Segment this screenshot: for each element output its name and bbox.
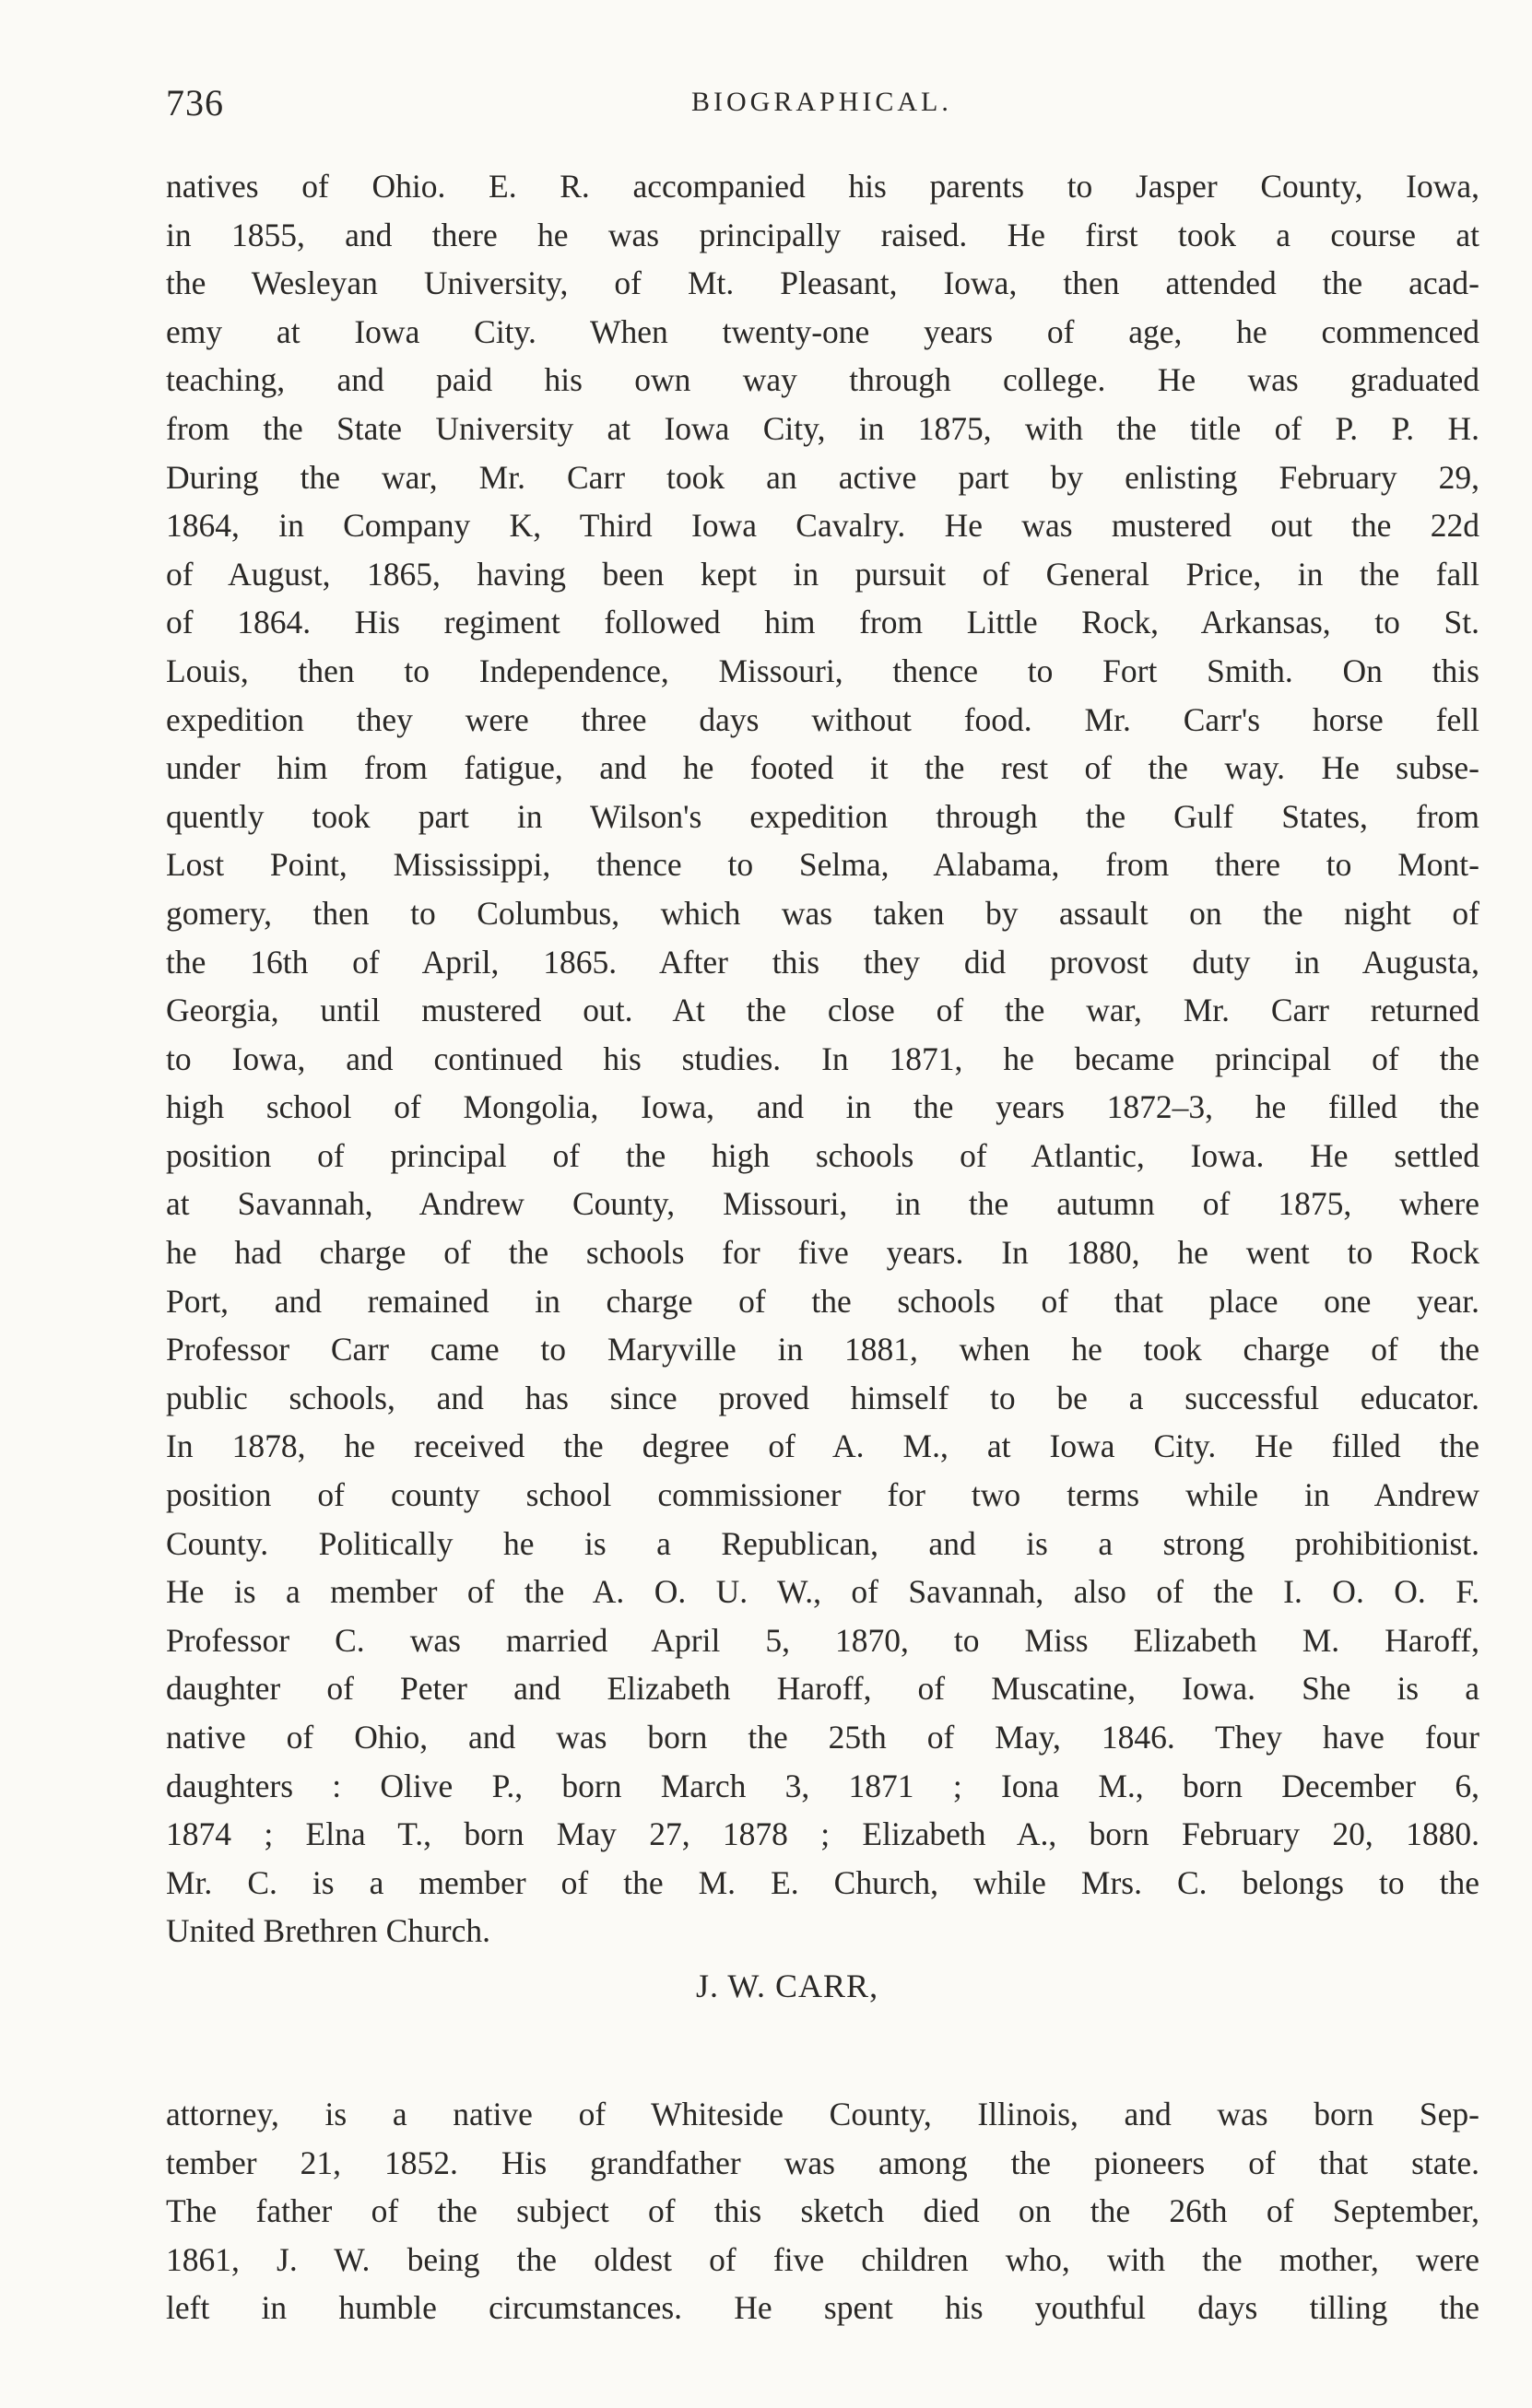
text-line: Port, and remained in charge of the schools of that place one year. — [166, 1282, 1479, 1320]
text-line: public schools, and has since proved himself to be a successful educator. — [166, 1379, 1479, 1416]
running-head: BIOGRAPHICAL. — [691, 87, 952, 117]
text-line: daughter of Peter and Elizabeth Haroff, of Muscatine, Iowa. She is a — [166, 1670, 1479, 1708]
section-spacer — [166, 2016, 1479, 2090]
text-line: tember 21, 1852. His grandfather was among the pioneers of that state. — [166, 2144, 1479, 2181]
text-line: expedition they were three days without food. Mr. Carr's horse fell — [166, 700, 1479, 738]
text-line: Georgia, until mustered out. At the close of the war, Mr. Carr returned — [166, 992, 1479, 1029]
text-line: to Iowa, and continued his studies. In 1871, he became principal of the — [166, 1040, 1479, 1077]
biography-er-carr — [166, 162, 1479, 1956]
text-line: he had charge of the schools for five years. In 1880, he went to Rock — [166, 1234, 1479, 1272]
page-header — [166, 81, 1493, 136]
text-line: position of county school commissioner for two terms while in Andrew — [166, 1476, 1479, 1514]
text-line: natives of Ohio. E. R. accompanied his parents to Jasper County, Iowa, — [166, 168, 1479, 205]
text-line: 1864, in Company K, Third Iowa Cavalry. He was mustered out the 22d — [166, 507, 1479, 545]
text-line: daughters : Olive P., born March 3, 1871 ; Iona M., born December 6, — [166, 1767, 1479, 1804]
section-heading: J. W. CARR, — [696, 1967, 879, 2004]
text-line: In 1878, he received the degree of A. M., at Iowa City. He filled the — [166, 1427, 1479, 1465]
text-line: quently took part in Wilson's expedition through the Gulf States, from — [166, 797, 1479, 835]
text-line: Lost Point, Mississippi, thence to Selma, Alabama, from there to Mont- — [166, 846, 1479, 884]
text-line: Mr. C. is a member of the M. E. Church, while Mrs. C. belongs to the — [166, 1863, 1479, 1901]
text-line: Professor C. was married April 5, 1870, to Miss Elizabeth M. Haroff, — [166, 1621, 1479, 1659]
text-line: attorney, is a native of Whiteside County, Illinois, and was born Sep- — [166, 2095, 1479, 2132]
biography-jw-carr — [166, 2090, 1479, 2332]
text-line: position of principal of the high schools of Atlantic, Iowa. He settled — [166, 1136, 1479, 1174]
text-line: high school of Mongolia, Iowa, and in the years 1872–3, he filled the — [166, 1088, 1479, 1126]
text-line: emy at Iowa City. When twenty-one years of age, he commenced — [166, 312, 1479, 350]
text-line: from the State University at Iowa City, in 1875, with the title of P. P. H. — [166, 409, 1479, 447]
text-line: native of Ohio, and was born the 25th of May, 1846. They have four — [166, 1719, 1479, 1756]
text-line: the Wesleyan University, of Mt. Pleasant, Iowa, then attended the acad- — [166, 264, 1479, 302]
text-line: teaching, and paid his own way through college. He was graduated — [166, 361, 1479, 399]
text-line: Louis, then to Independence, Missouri, thence to Fort Smith. On this — [166, 652, 1479, 689]
text-line: under him from fatigue, and he footed it the rest of the way. He subse- — [166, 749, 1479, 787]
text-line: During the war, Mr. Carr took an active part by enlisting February 29, — [166, 458, 1479, 496]
page-number: 736 — [166, 82, 224, 123]
text-line: at Savannah, Andrew County, Missouri, in the autumn of 1875, where — [166, 1185, 1479, 1223]
body-text — [166, 162, 1479, 2332]
text-line: the 16th of April, 1865. After this they did provost duty in Augusta, — [166, 943, 1479, 981]
text-line: He is a member of the A. O. U. W., of Savannah, also of the I. O. O. F. — [166, 1573, 1479, 1611]
text-line: 1861, J. W. being the oldest of five children who, with the mother, were — [166, 2240, 1479, 2278]
text-line: United Brethren Church. — [166, 1912, 490, 1950]
text-line: gomery, then to Columbus, which was taken by assault on the night of — [166, 894, 1479, 932]
text-line: Professor Carr came to Maryville in 1881, when he took charge of the — [166, 1331, 1479, 1368]
text-line: 1874 ; Elna T., born May 27, 1878 ; Elizabeth A., born February 20, 1880. — [166, 1815, 1479, 1853]
text-line: in 1855, and there he was principally raised. He first took a course at — [166, 216, 1479, 253]
text-line: left in humble circumstances. He spent his youthful days tilling the — [166, 2289, 1479, 2327]
text-line: of August, 1865, having been kept in pursuit of General Price, in the fall — [166, 555, 1479, 593]
text-line: The father of the subject of this sketch died on the 26th of September, — [166, 2192, 1479, 2230]
text-line: of 1864. His regiment followed him from Little Rock, Arkansas, to St. — [166, 604, 1479, 641]
text-line: County. Politically he is a Republican, and is a strong prohibitionist. — [166, 1524, 1479, 1562]
